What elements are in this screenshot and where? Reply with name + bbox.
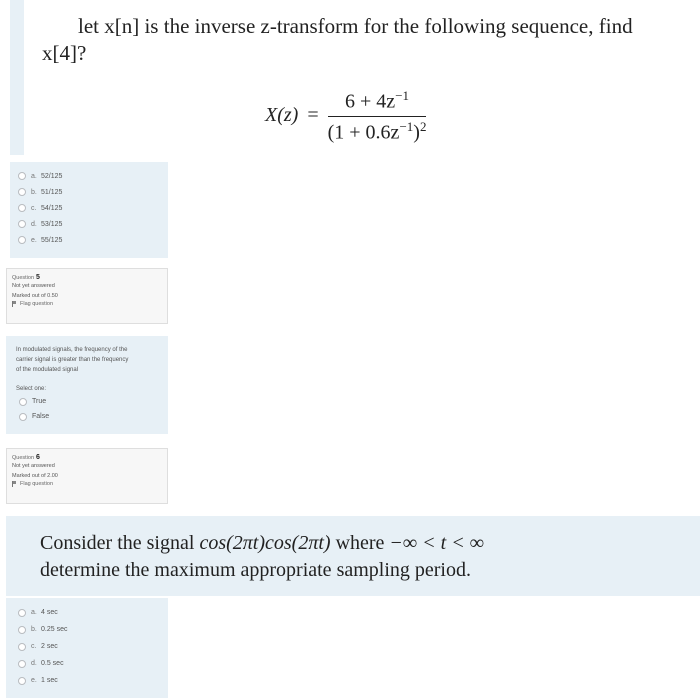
question5-text-line1: In modulated signals, the frequency of the: [16, 347, 128, 353]
question5-info-box: [6, 268, 168, 324]
radio-button[interactable]: [18, 643, 26, 651]
option-row[interactable]: d. 0.5 sec: [18, 655, 168, 672]
question4-answer-panel: [10, 162, 168, 258]
radio-button[interactable]: [18, 626, 26, 634]
question6-text-line1: Consider the signal cos(2πt)cos(2πt) where −∞ < t < ∞: [40, 532, 484, 554]
formula-fraction: [328, 88, 427, 144]
question6-text-line2: determine the maximum appropriate sampling period.: [40, 559, 471, 581]
radio-button[interactable]: [18, 609, 26, 617]
question6-info-box: [6, 448, 168, 504]
flag-question-link[interactable]: Flag question: [12, 301, 162, 307]
option-row[interactable]: False: [19, 409, 168, 424]
formula-numerator: $6 + 4z^{-1}$: [328, 88, 427, 117]
option-row[interactable]: b. 51/125: [18, 184, 168, 200]
radio-button[interactable]: [19, 398, 27, 406]
option-row[interactable]: c. 54/125: [18, 200, 168, 216]
option-row[interactable]: a. 52/125: [18, 168, 168, 184]
question-status: Not yet answered: [12, 283, 55, 289]
option-row[interactable]: b. 0.25 sec: [18, 621, 168, 638]
radio-button[interactable]: [18, 660, 26, 668]
question-number: Question 6: [12, 454, 40, 461]
radio-button[interactable]: [18, 220, 26, 228]
option-row[interactable]: d. 53/125: [18, 216, 168, 232]
option-row[interactable]: a. 4 sec: [18, 604, 168, 621]
option-row[interactable]: True: [19, 394, 168, 409]
question4-formula: [265, 88, 426, 144]
question6-content: [6, 516, 700, 596]
question-number: Question 5: [12, 274, 40, 281]
question-status: Not yet answered: [12, 463, 55, 469]
select-one-label: Select one:: [16, 386, 47, 392]
option-row[interactable]: c. 2 sec: [18, 638, 168, 655]
radio-button[interactable]: [18, 204, 26, 212]
option-row[interactable]: e. 55/125: [18, 232, 168, 248]
question6-answer-panel: [6, 598, 168, 698]
question4-left-strip: [10, 0, 24, 155]
radio-button[interactable]: [18, 188, 26, 196]
option-row[interactable]: e. 1 sec: [18, 672, 168, 689]
question4-prompt-line1: let x[n] is the inverse z-transform for the following sequence, find: [78, 14, 633, 38]
formula-lhs: X(z): [265, 103, 299, 126]
radio-button[interactable]: [18, 172, 26, 180]
flag-question-link[interactable]: Flag question: [12, 481, 162, 487]
formula-equals: =: [307, 103, 319, 126]
question-marks: Marked out of 0.50: [12, 293, 58, 299]
flag-icon: [12, 301, 17, 307]
radio-button[interactable]: [18, 236, 26, 244]
question5-text-line3: of the modulated signal: [16, 367, 79, 373]
radio-button[interactable]: [19, 413, 27, 421]
question5-content: [6, 336, 168, 434]
formula-denominator: $(1 + 0.6z^{-1})^2$: [327, 118, 427, 144]
question-marks: Marked out of 2.00: [12, 473, 58, 479]
radio-button[interactable]: [18, 677, 26, 685]
question4-prompt-line2: x[4]?: [42, 41, 87, 65]
question5-text-line2: carrier signal is greater than the frequency: [16, 357, 129, 363]
flag-icon: [12, 481, 17, 487]
